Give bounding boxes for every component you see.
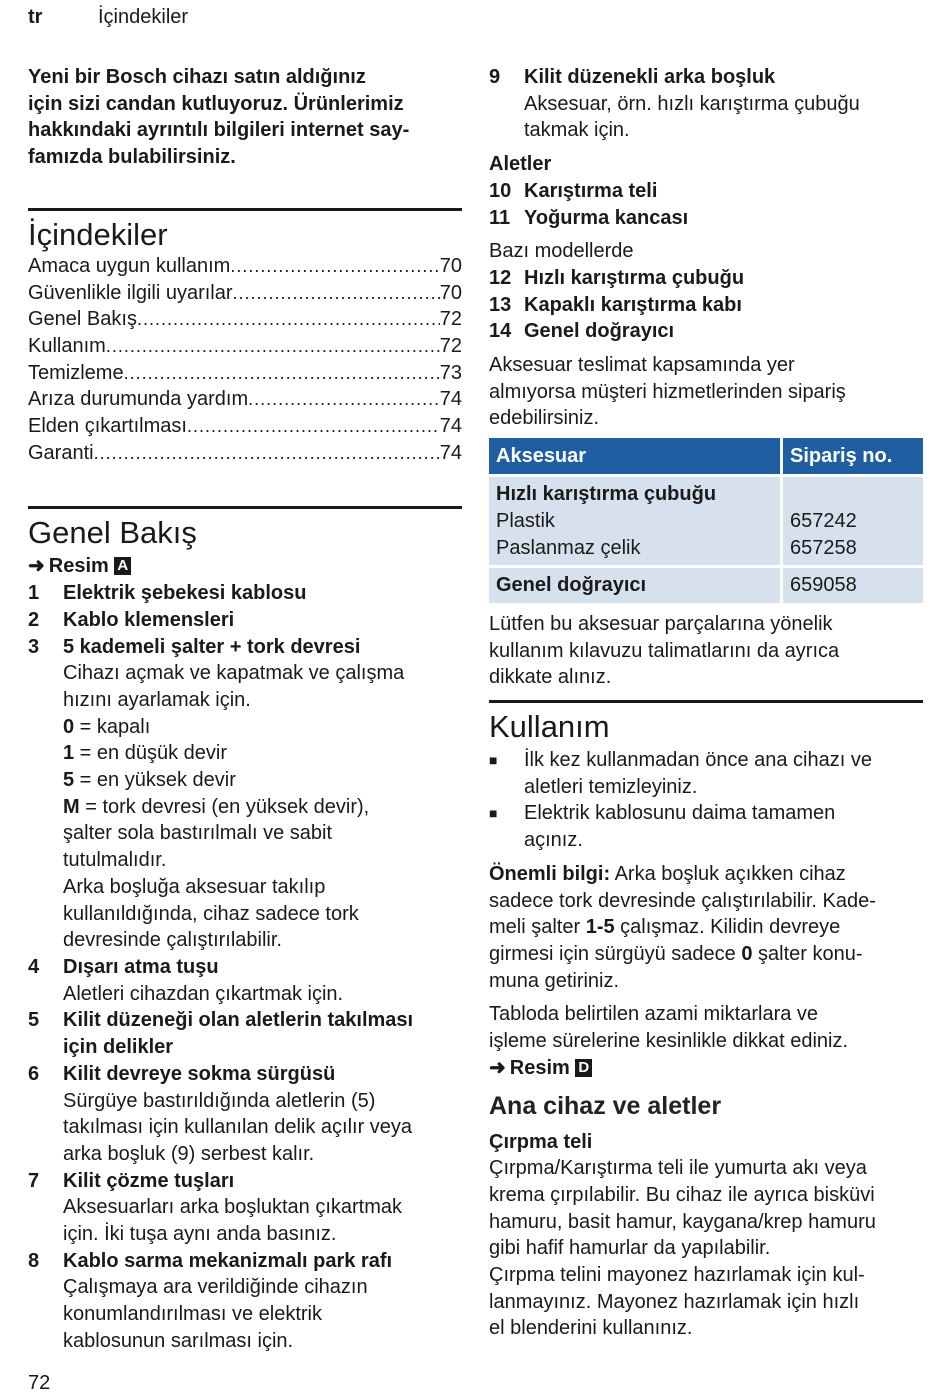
main-tools-heading: Ana cihaz ve aletler <box>489 1091 722 1120</box>
group-title: Genel doğrayıcı <box>489 565 783 603</box>
overview-item <box>28 1061 462 1168</box>
setting-text: = en yüksek devir <box>74 769 236 792</box>
important-text: şalter konu- <box>752 942 863 965</box>
item-desc: Aksesuarları arka boşluktan çıkartmak <box>63 1196 403 1219</box>
setting-text: = kapalı <box>74 715 151 738</box>
toc-entry-label: Kullanım <box>28 334 106 357</box>
overview-item <box>28 607 462 634</box>
table-row <box>489 474 923 565</box>
switch-note: Arka boşluğa aksesuar takılıp <box>63 875 326 898</box>
toc-entry-page: 74 <box>439 441 462 464</box>
arrow-right-icon: ➜ <box>489 1056 506 1079</box>
overview-item <box>28 1007 462 1060</box>
item-title: 5 kademeli şalter + tork devresi <box>63 635 361 658</box>
item-title: Dışarı atma tuşu <box>63 955 219 978</box>
manual-note-line: Lütfen bu aksesuar parçalarına yönelik <box>489 612 833 635</box>
toc-entry[interactable] <box>28 333 462 360</box>
toc-entry-label: Güvenlikle ilgili uyarılar <box>28 281 233 304</box>
figure-reference <box>489 1055 923 1082</box>
bullet-item <box>489 800 923 853</box>
item-title: Hızlı karıştırma çubuğu <box>524 266 745 289</box>
toc-entry-page: 70 <box>439 254 462 277</box>
setting-text: tutulmalıdır. <box>63 849 167 872</box>
figure-label: Resim <box>509 1056 570 1079</box>
toc-leader <box>124 360 440 387</box>
toc-leader <box>94 440 440 467</box>
toc-entry-label: Elden çıkartılması <box>28 415 187 438</box>
order-number: 657258 <box>790 536 857 559</box>
important-emphasis: 1-5 <box>585 916 615 939</box>
overview-item <box>489 64 923 144</box>
important-note <box>489 861 923 995</box>
toc-leader <box>187 413 440 440</box>
paragraph-line: Çırpma/Karıştırma teli ile yumurta akı veya <box>489 1157 867 1180</box>
model-item <box>489 292 923 319</box>
paragraph-line: gibi hafif hamurlar da yapılabilir. <box>489 1237 771 1260</box>
switch-setting <box>63 740 462 767</box>
tool-item <box>489 178 923 205</box>
item-number: 2 <box>28 608 40 631</box>
toc-entry-page: 72 <box>439 308 462 331</box>
item-number: 5 <box>28 1009 40 1032</box>
item-desc: arka boşluk (9) serbest kalır. <box>63 1142 315 1165</box>
bullet-text: İlk kez kullanmadan önce ana cihazı ve <box>524 749 872 772</box>
important-text: Arka boşluk açıkken cihaz <box>610 862 846 885</box>
left-column <box>28 64 462 1355</box>
divider <box>28 208 462 211</box>
figure-letter: A <box>114 557 131 575</box>
manual-note <box>489 611 923 691</box>
intro-paragraph <box>28 64 462 171</box>
toc-entry[interactable] <box>28 360 462 387</box>
header-title: İçindekiler <box>98 6 189 28</box>
intro-line: hakkındaki ayrıntılı bilgileri internet say- <box>28 119 410 142</box>
switch-setting <box>63 794 462 821</box>
item-number: 3 <box>28 635 40 658</box>
bullet-square-icon: ■ <box>489 752 498 769</box>
bullet-square-icon: ■ <box>489 805 498 822</box>
toc-entry-page: 74 <box>439 388 462 411</box>
order-note <box>489 352 923 432</box>
table-header: Sipariş no. <box>783 438 923 474</box>
item-desc: Aletleri cihazdan çıkartmak için. <box>63 982 344 1005</box>
toc-list <box>28 253 462 467</box>
toc-leader <box>248 386 440 413</box>
important-emphasis: 0 <box>741 942 753 965</box>
table-cell <box>783 474 923 565</box>
item-title: Genel doğrayıcı <box>524 320 675 343</box>
toc-entry-page: 74 <box>439 415 462 438</box>
important-label: Önemli bilgi: <box>489 862 611 885</box>
paragraph-line: hamuru, basit hamur, kaygana/krep hamuru <box>489 1210 876 1233</box>
item-title: Kablo sarma mekanizmalı park rafı <box>63 1249 393 1272</box>
some-models-label: Bazı modellerde <box>489 240 634 263</box>
toc-leader <box>106 333 440 360</box>
item-title: için delikler <box>63 1036 174 1059</box>
tools-heading: Aletler <box>489 153 552 176</box>
language-code: tr <box>28 6 43 28</box>
item-desc: kablosunun sarılması için. <box>63 1329 294 1352</box>
item-desc: Sürgüye bastırıldığında aletlerin (5) <box>63 1089 376 1112</box>
toc-entry-page: 73 <box>439 361 462 384</box>
page-header <box>28 6 188 29</box>
toc-entry[interactable] <box>28 386 462 413</box>
toc-leader <box>137 306 440 333</box>
accessory-table <box>489 438 923 603</box>
manual-note-line: kullanım kılavuzu talimatlarını da ayrıca <box>489 639 840 662</box>
switch-setting <box>63 767 462 794</box>
item-number: 6 <box>28 1062 40 1085</box>
setting-key: 1 <box>63 742 75 765</box>
whisk-subheading: Çırpma teli <box>489 1130 593 1153</box>
toc-entry[interactable] <box>28 280 462 307</box>
tool-item <box>489 205 923 232</box>
setting-key: 5 <box>63 769 75 792</box>
toc-entry-label: Amaca uygun kullanım <box>28 254 231 277</box>
figure-reference <box>28 553 462 580</box>
item-desc: Cihazı açmak ve kapatmak ve çalışma <box>63 662 405 685</box>
item-title: Kilit düzeneği olan aletlerin takılması <box>63 1009 414 1032</box>
toc-entry-label: Garanti <box>28 441 94 464</box>
important-text: girmesi için sürgüyü sadece <box>489 942 742 965</box>
item-title: Kilit devreye sokma sürgüsü <box>63 1062 336 1085</box>
item-desc: takmak için. <box>524 119 630 142</box>
toc-entry-label: Arıza durumunda yardım <box>28 388 249 411</box>
item-number: 13 <box>489 293 512 316</box>
item-number: 8 <box>28 1249 40 1272</box>
item-number: 7 <box>28 1169 40 1192</box>
setting-text: şalter sola bastırılmalı ve sabit <box>63 822 332 845</box>
whisk-paragraph <box>489 1155 923 1342</box>
toc-entry[interactable] <box>28 306 462 333</box>
order-note-line: almıyorsa müşteri hizmetlerinden sipariş <box>489 380 846 403</box>
model-item <box>489 318 923 345</box>
item-title: Kapaklı karıştırma kabı <box>524 293 742 316</box>
table-header: Aksesuar <box>489 438 783 474</box>
figure-letter: D <box>575 1059 592 1077</box>
switch-note: devresinde çalıştırılabilir. <box>63 929 282 952</box>
item-desc: konumlandırılması ve elektrik <box>63 1303 322 1326</box>
figure-label: Resim <box>48 555 109 578</box>
order-note-line: edebilirsiniz. <box>489 407 600 430</box>
item-desc: hızını ayarlamak için. <box>63 688 251 711</box>
item-number: 4 <box>28 955 40 978</box>
item-number: 14 <box>489 320 512 343</box>
manual-note-line: dikkate alınız. <box>489 666 612 689</box>
accessory-name: Paslanmaz çelik <box>496 536 641 559</box>
overview-item <box>28 1168 462 1248</box>
overview-item <box>28 1248 462 1355</box>
order-number: 659058 <box>783 565 923 603</box>
overview-item <box>28 580 462 607</box>
order-note-line: Aksesuar teslimat kapsamında yer <box>489 354 795 377</box>
page-number: 72 <box>28 1372 51 1394</box>
toc-entry-label: Genel Bakış <box>28 308 137 331</box>
bullet-text: Elektrik kablosunu daima tamamen <box>524 802 836 825</box>
toc-entry-label: Temizleme <box>28 361 124 384</box>
toc-entry-page: 72 <box>439 334 462 357</box>
accessory-name: Plastik <box>496 509 555 532</box>
important-text: çalışmaz. Kilidin devreye <box>614 916 841 939</box>
table-cell <box>489 474 783 565</box>
paragraph-line: el blenderini kullanınız. <box>489 1317 693 1340</box>
bullet-text: açınız. <box>524 829 583 852</box>
item-title: Kilit çözme tuşları <box>63 1169 235 1192</box>
switch-setting <box>63 714 462 741</box>
paragraph-line: Çırpma telini mayonez hazırlamak için kul- <box>489 1264 865 1287</box>
toc-heading: İçindekiler <box>28 216 168 252</box>
usage-heading: Kullanım <box>489 709 610 745</box>
intro-line: famızda bulabilirsiniz. <box>28 146 236 169</box>
item-desc: takılması için kullanılan delik açılır veya <box>63 1116 413 1139</box>
right-column <box>489 64 923 1342</box>
important-text: sadece tork devresinde çalıştırılabilir. Kade- <box>489 889 876 912</box>
overview-item <box>28 634 462 954</box>
item-title: Elektrik şebekesi kablosu <box>63 582 307 605</box>
order-number: 657242 <box>790 509 857 532</box>
divider <box>489 700 923 703</box>
toc-leader <box>230 253 439 280</box>
toc-leader <box>233 280 440 307</box>
item-desc: için. İki tuşa aynı anda basınız. <box>63 1223 337 1246</box>
item-title: Yoğurma kancası <box>524 206 689 229</box>
toc-entry[interactable] <box>28 440 462 467</box>
item-title: Karıştırma teli <box>524 179 658 202</box>
model-item <box>489 265 923 292</box>
item-title: Kilit düzenekli arka boşluk <box>524 66 776 88</box>
item-number: 12 <box>489 266 512 289</box>
setting-text: = tork devresi (en yüksek devir), <box>79 795 370 818</box>
group-title: Hızlı karıştırma çubuğu <box>496 483 717 506</box>
paragraph-line: krema çırpılabilir. Bu cihaz ile ayrıca bisküvi <box>489 1183 875 1206</box>
switch-note: kullanıldığında, cihaz sadece tork <box>63 902 359 925</box>
arrow-right-icon: ➜ <box>28 555 45 578</box>
important-text: meli şalter <box>489 916 586 939</box>
paragraph-line: lanmayınız. Mayonez hazırlamak için hızlı <box>489 1290 860 1313</box>
setting-key: M <box>63 795 80 818</box>
toc-entry[interactable] <box>28 413 462 440</box>
intro-line: Yeni bir Bosch cihazı satın aldığınız <box>28 66 366 88</box>
important-text: muna getiriniz. <box>489 969 620 992</box>
overview-item <box>28 954 462 1007</box>
item-title: Kablo klemensleri <box>63 608 235 631</box>
overview-heading: Genel Bakış <box>28 515 197 551</box>
table-header-row <box>489 438 923 474</box>
intro-line: için sizi candan kutluyoruz. Ürünlerimiz <box>28 92 404 115</box>
toc-entry-page: 70 <box>439 281 462 304</box>
bullet-text: aletleri temizleyiniz. <box>524 775 698 798</box>
table-note-line: işleme sürelerine kesinlikle dikkat ediniz. <box>489 1030 849 1053</box>
table-note <box>489 1001 923 1054</box>
table-note-line: Tabloda belirtilen azami miktarlara ve <box>489 1003 819 1026</box>
item-number: 1 <box>28 582 40 605</box>
item-number: 10 <box>489 179 512 202</box>
item-desc: Aksesuar, örn. hızlı karıştırma çubuğu <box>524 92 860 115</box>
item-number: 11 <box>489 206 511 229</box>
setting-text: = en düşük devir <box>74 742 227 765</box>
table-row <box>489 565 923 603</box>
divider <box>28 506 462 509</box>
bullet-item <box>489 747 923 800</box>
toc-entry[interactable] <box>28 253 462 280</box>
item-number: 9 <box>489 66 501 88</box>
item-desc: Çalışmaya ara verildiğinde cihazın <box>63 1276 368 1299</box>
setting-key: 0 <box>63 715 75 738</box>
